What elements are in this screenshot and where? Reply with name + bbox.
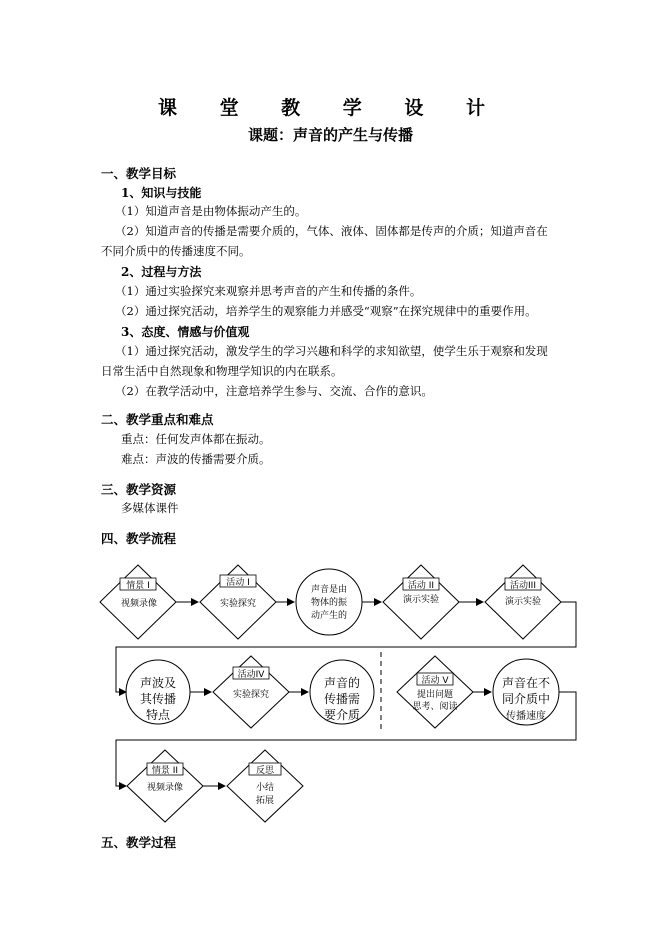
flow-text: 传播需 [323, 692, 361, 706]
flow-text: 实验探究 [232, 690, 270, 700]
section-heading-objectives: 一、教学目标 [101, 166, 177, 181]
paragraph: （1）通过探究活动，激发学生的学习兴趣和科学的求知欲望，使学生乐于观察和发现 [115, 344, 548, 358]
flow-text: 传播速度 [506, 711, 546, 722]
lesson-subtitle: 课题：声音的产生与传播 [247, 126, 413, 144]
flow-label: 反思 [255, 766, 275, 776]
flow-text: 其传播 [139, 692, 177, 706]
flow-text: 特点 [145, 708, 171, 722]
flow-text: 视频录像 [120, 599, 158, 609]
flow-text: 思考、阅读 [412, 702, 458, 712]
section-heading-keypoints: 二、教学重点和难点 [101, 412, 214, 427]
flow-label: 活动 I [226, 578, 250, 588]
paragraph: 多媒体课件 [121, 501, 179, 515]
section-heading-process: 五、教学过程 [101, 835, 177, 850]
paragraph: 日常生活中自然现象和物理学知识的内在联系。 [101, 364, 343, 378]
flow-text: 动产生的 [310, 611, 348, 621]
flow-text: 演示实验 [402, 595, 440, 605]
paragraph: （1）知道声音是由物体振动产生的。 [115, 204, 307, 218]
page-title: 课 堂 教 学 设 计 [157, 97, 504, 119]
flow-text: 提出问题 [416, 690, 454, 700]
flow-label: 情景 II [151, 766, 179, 776]
flow-text: 演示实验 [504, 597, 542, 607]
paragraph: 不同介质中的传播速度不同。 [101, 244, 251, 258]
flow-text: 拓展 [255, 796, 275, 806]
flow-label: 情景 I [126, 581, 150, 591]
flow-text: 同介质中 [501, 692, 551, 706]
paragraph: （2）知道声音的传播是需要介质的，气体、液体、固体都是传声的介质；知道声音在 [115, 224, 548, 238]
flow-label: 活动 II [407, 581, 435, 591]
flow-text: 声音的 [323, 676, 361, 690]
flow-text: 小结 [255, 783, 275, 793]
flow-text: 物体的振 [310, 598, 348, 608]
section-heading-resources: 三、教学资源 [101, 482, 177, 497]
paragraph: 难点：声波的传播需要介质。 [121, 452, 271, 466]
subheading-knowledge: 1、知识与技能 [121, 186, 202, 200]
paragraph: （2）通过探究活动，培养学生的观察能力并感受“观察”在探究规律中的重要作用。 [115, 304, 537, 318]
section-heading-flow: 四、教学流程 [101, 531, 177, 546]
flow-text: 声音在不 [501, 676, 551, 690]
flow-label: 活动 V [421, 676, 449, 686]
subheading-process: 2、过程与方法 [121, 265, 202, 279]
flow-text: 实验探究 [219, 599, 257, 609]
flow-label: 活动IV [237, 670, 265, 680]
paragraph: （1）通过实验探究来观察并思考声音的产生和传播的条件。 [115, 284, 422, 298]
flow-label: 活动III [510, 581, 536, 591]
flow-text: 声音是由 [310, 585, 348, 595]
paragraph: （2）在教学活动中，注意培养学生参与、交流、合作的意识。 [115, 384, 433, 398]
subheading-attitude: 3、态度、情感与价值观 [121, 325, 250, 339]
paragraph: 重点：任何发声体都在振动。 [121, 432, 271, 446]
flow-text: 声波及 [139, 676, 177, 690]
flow-text: 视频录像 [146, 783, 184, 793]
flow-text: 要介质 [323, 708, 361, 722]
